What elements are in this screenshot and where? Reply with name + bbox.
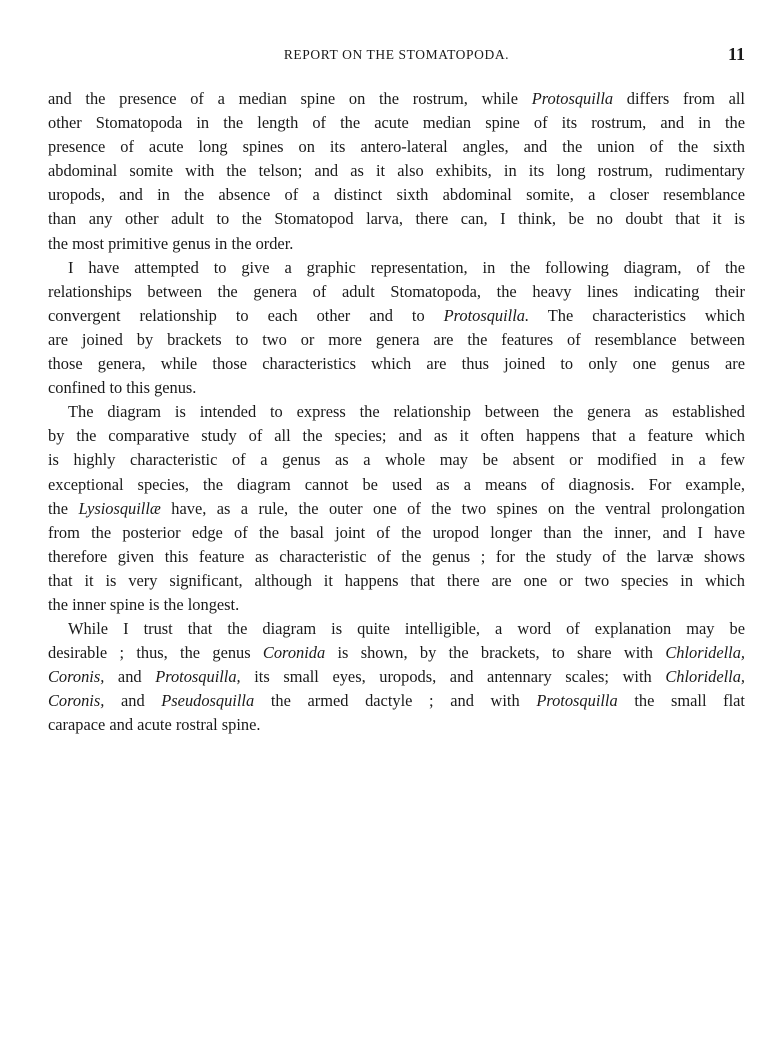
italic-text: Coronida [262,643,326,663]
text-segment: carapace and acute rostral spine. [48,715,261,735]
text-line [48,665,745,689]
text-line [48,183,745,207]
italic-text: Chloridella, [665,667,745,687]
page-header [48,44,745,66]
text-segment: relationships between the genera of adult Stomatopoda, the heavy lines indicating their [48,281,745,301]
paragraph [48,256,745,401]
text-segment: uropods, and in the absence of a distinct sixth abdominal somite, a closer resemblance [48,185,745,205]
text-line [48,87,745,111]
text-segment: The characteristics which [529,305,745,325]
text-segment: and [104,691,162,711]
text-segment: is shown, by the brackets, to share with [325,643,666,663]
text-segment: convergent relationship to each other and to [48,305,444,325]
text-line [48,400,745,424]
text-segment: The diagram is intended to express the relationship between the genera as established [68,402,745,422]
text-segment: that it is very significant, although it happens that there are one or two species in which [48,570,745,590]
text-line [48,352,745,376]
text-segment: from the posterior edge of the basal joint of the uropod longer than the inner, and I have [48,522,745,542]
text-segment: those genera, while those characteristics which are thus joined to only one genus are [48,354,745,374]
italic-text: Chloridella, [665,643,745,663]
text-line [48,328,745,352]
text-line [48,521,745,545]
paragraph [48,400,745,617]
text-line [48,545,745,569]
text-segment: I have attempted to give a graphic representation, in the following diagram, of the [68,257,745,277]
text-line [48,424,745,448]
text-segment: differs from all [613,89,745,108]
text-line [48,207,745,231]
text-segment: and [104,667,156,687]
italic-text: Pseudosquilla [161,691,255,711]
text-segment: and the presence of a median spine on the rostrum, while [48,89,532,108]
text-line [48,473,745,497]
paragraph [48,617,745,737]
text-line [48,593,745,617]
text-line [48,713,745,737]
text-segment: the small flat [617,691,745,711]
text-segment: confined to this genus. [48,378,197,398]
text-segment: are joined by brackets to two or more genera are the features of resemblance between [48,329,745,349]
text-line [48,159,745,183]
text-segment: by the comparative study of all the species; and as it often happens that a feature which [48,426,745,446]
paragraph [48,87,745,256]
italic-text: Protosquilla, [155,667,241,687]
text-segment: the inner spine is the longest. [48,594,240,614]
text-segment: therefore given this feature as characteristic of the genus ; for the study of the larvæ shows [48,546,745,566]
text-line [48,135,745,159]
text-line [48,256,745,280]
text-segment: have, as a rule, the outer one of the two spines on the ventral prolongation [160,498,745,518]
text-segment: its small eyes, uropods, and antennary scales; with [240,667,666,687]
text-segment: exceptional species, the diagram cannot be used as a means of diagnosis. For example, [48,474,745,494]
italic-text: Protosquilla [536,691,618,711]
text-body [48,87,745,738]
running-title: REPORT ON THE STOMATOPODA. [283,47,510,62]
italic-text: Protosquilla. [443,305,530,325]
text-line [48,448,745,472]
text-line [48,111,745,135]
italic-text: Coronis, [48,691,105,711]
text-line [48,689,745,713]
text-segment: is highly characteristic of a genus as a whole may be absent or modified in a few [48,450,745,470]
text-segment: presence of acute long spines on its antero-lateral angles, and the union of the sixth [48,137,745,157]
text-segment: other Stomatopoda in the length of the acute median spine of its rostrum, and in the [48,113,745,133]
text-segment: the most primitive genus in the order. [48,233,294,253]
italic-text: Protosquilla [531,89,614,108]
text-segment: the armed dactyle ; and with [254,691,537,711]
italic-text: Lysiosquillæ [78,498,161,518]
text-line [48,617,745,641]
text-segment: desirable ; thus, the genus [48,643,263,663]
text-line [48,376,745,400]
text-segment: While I trust that the diagram is quite intelligible, a word of explanation may be [68,619,745,639]
text-line [48,280,745,304]
text-segment: than any other adult to the Stomatopod larva, there can, I think, be no doubt that it is [48,209,745,229]
text-line [48,232,745,256]
page-number: 11 [727,44,745,64]
text-line [48,497,745,521]
text-segment: the [48,498,79,518]
text-line [48,569,745,593]
text-line [48,641,745,665]
text-segment: abdominal somite with the telson; and as it also exhibits, in its long rostrum, rudimentary [48,161,745,181]
italic-text: Coronis, [48,667,105,687]
text-line [48,304,745,328]
